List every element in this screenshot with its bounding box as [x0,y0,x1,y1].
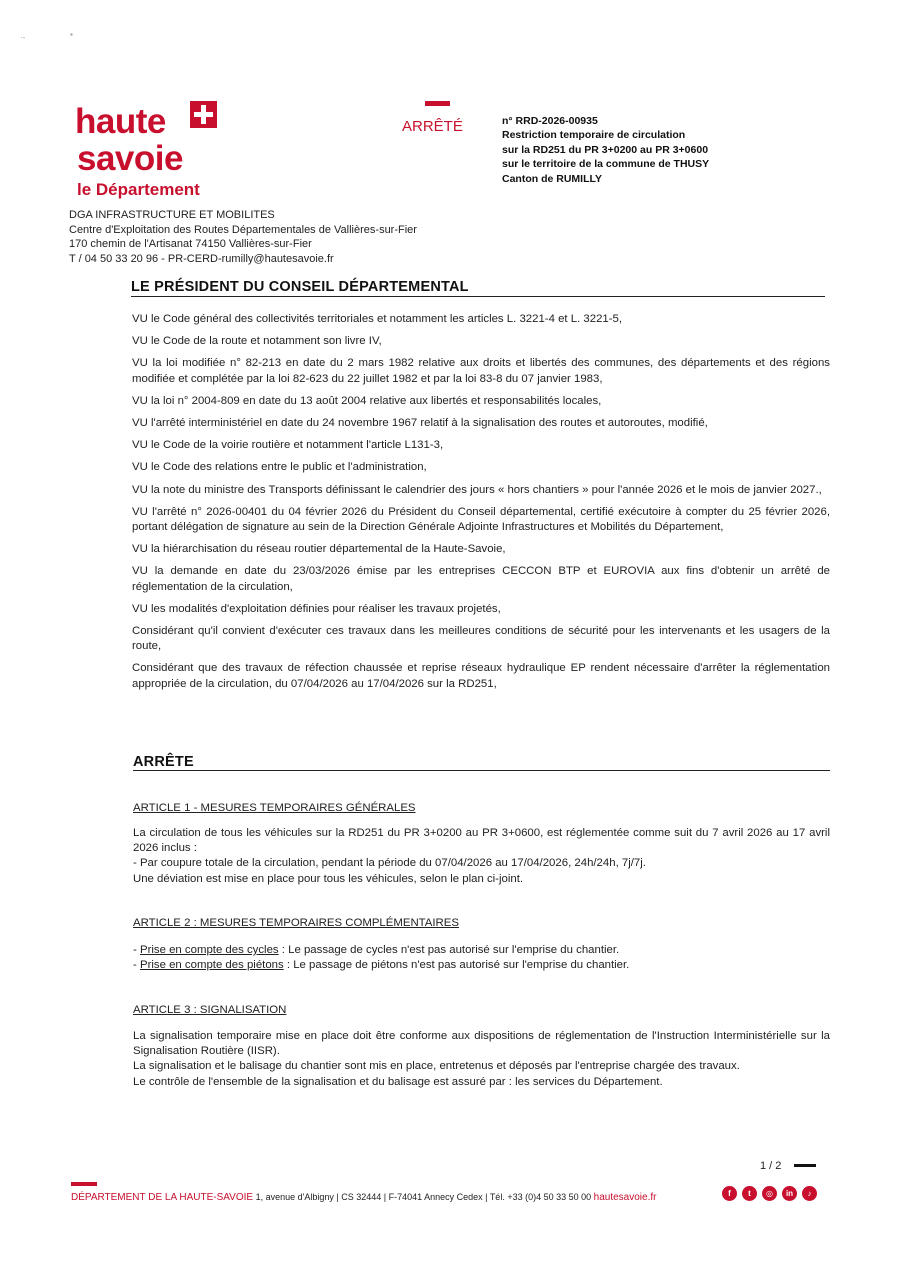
reference-line: Canton de RUMILLY [502,172,602,185]
service-line: Centre d'Exploitation des Routes Départementales de Vallières-sur-Fier [69,223,417,236]
footer-dept-name: DÉPARTEMENT DE LA HAUTE-SAVOIE [71,1192,254,1203]
arrete-accent-bar [425,101,450,106]
consideration-item: VU le Code de la route et notamment son livre IV, [132,335,382,348]
article-3-title: ARTICLE 3 : SIGNALISATION [133,1004,287,1016]
article-3-text: La signalisation temporaire mise en place doit être conforme aux dispositions de réglementation de l'Instruction Interministérielle sur la Signalisation Routière (IISR). [133,1030,830,1058]
reference-line: sur la RD251 du PR 3+0200 au PR 3+0600 [502,143,709,156]
facebook-icon[interactable]: f [722,1186,737,1201]
page-number: 1 / 2 [760,1160,782,1172]
consideration-item: VU le Code des relations entre le public et l'administration, [132,461,427,474]
tiktok-icon[interactable]: ♪ [802,1186,817,1201]
section-rule [133,770,830,771]
consideration-item: VU le Code général des collectivités territoriales et notamment les articles L. 3221-4 et L. 3221-5, [132,313,623,325]
service-line: 170 chemin de l'Artisanat 74150 Vallières-sur-Fier [69,238,312,251]
president-title: LE PRÉSIDENT DU CONSEIL DÉPARTEMENTAL [131,279,469,295]
consideration-item: Considérant que des travaux de réfection chaussée et reprise réseaux hydraulique EP rendent nécessaire d'arrêter la réglementation appropriée de la circulation, du 07/04/2026 au 17/04/2026 sur la RD251, [132,662,830,690]
page-accent-bar [794,1164,816,1167]
article-2-item [133,958,830,973]
arrete-section-title: ARRÊTE [133,754,194,770]
service-block [69,208,417,266]
consideration-item: VU la demande en date du 23/03/2026 émise par les entreprises CECCON BTP et EUROVIA aux fins d'obtenir un arrêté de réglementation de la circulation, [132,565,830,593]
pietons-label: Prise en compte des piétons [139,959,284,972]
footer-address-text: 1, avenue d'Albigny | CS 32444 | F-74041 Annecy Cedex | Tél. +33 (0)4 50 33 50 00 [253,1192,594,1202]
consideration-item: VU la note du ministre des Transports définissant le calendrier des jours « hors chantiers » pour l'année 2026 et le mois de janvier 2027., [132,483,822,496]
logo-haute: haute [75,102,166,141]
reference-block [502,114,709,186]
cycles-label: Prise en compte des cycles [139,944,279,956]
article-2-item [133,943,830,958]
footer-address [71,1192,656,1203]
scan-mark: ·‐ [20,33,26,42]
article-3-text: La signalisation et le balisage du chantier sont mis en place, entretenus et déposés par l'entreprise chargée des travaux. [133,1060,740,1073]
considerations-list [132,312,830,692]
arrete-label: ARRÊTÉ [402,118,463,135]
logo-departement: le Département [77,180,200,199]
consideration-item: VU l'arrêté n° 2026-00401 du 04 février 2026 du Président du Conseil départemental, certifié exécutoire à compter du 25 février 2026, portant délégation de signature au sein de la Direction Générale Adjointe Infrastructures et Mobilités du Département, [132,505,830,534]
list-dash: - [133,959,140,972]
twitter-icon[interactable]: t [742,1186,757,1201]
article-2-title: ARTICLE 2 : MESURES TEMPORAIRES COMPLÉMENTAIRES [133,917,459,929]
article-1-text: La circulation de tous les véhicules sur la RD251 du PR 3+0200 au PR 3+0600, est réglementée comme suit du 7 avril 2026 au 17 avril 2026 inclus : [133,827,830,855]
article-3-body [133,1029,830,1090]
footer-website-link[interactable]: hautesavoie.fr [593,1192,657,1203]
consideration-item: VU la loi n° 2004-809 en date du 13 août 2004 relative aux libertés et responsabilités locales, [132,394,602,407]
reference-line: n° RRD-2026-00935 [502,115,598,127]
scan-mark: ▪ [70,30,73,39]
reference-line: Restriction temporaire de circulation [502,129,686,142]
service-line: DGA INFRASTRUCTURE ET MOBILITES [69,209,275,221]
consideration-item: VU les modalités d'exploitation définies pour réaliser les travaux projetés, [132,602,501,615]
consideration-item: VU le Code de la voirie routière et notamment l'article L131-3, [132,439,444,452]
article-1-text: Une déviation est mise en place pour tous les véhicules, selon le plan ci-joint. [133,872,524,885]
article-2-body [133,943,830,973]
instagram-icon[interactable]: ◎ [762,1186,777,1201]
pietons-text: : Le passage de piétons n'est pas autorisé sur l'emprise du chantier. [283,959,630,972]
cycles-text: : Le passage de cycles n'est pas autorisé sur l'emprise du chantier. [278,944,620,956]
footer-accent-bar [71,1182,97,1186]
section-rule [131,296,825,297]
reference-line: sur le territoire de la commune de THUSY [502,158,710,171]
article-1-text: - Par coupure totale de la circulation, pendant la période du 07/04/2026 au 17/04/2026, 24h/24h, 7j/7j. [133,857,646,870]
consideration-item: VU l'arrêté interministériel en date du 24 novembre 1967 relatif à la signalisation des routes et autoroutes, modifié, [132,417,708,430]
savoie-cross-icon [190,101,217,128]
linkedin-icon[interactable]: in [782,1186,797,1201]
consideration-item: VU la hiérarchisation du réseau routier départemental de la Haute-Savoie, [132,543,506,556]
consideration-item: VU la loi modifiée n° 82-213 en date du 2 mars 1982 relative aux droits et libertés des communes, des départements et des régions modifiée et complétée par la loi 82-623 du 22 juillet 1982 et par la loi 83-8 du 07 janvier 1983, [132,357,830,385]
consideration-item: Considérant qu'il convient d'exécuter ces travaux dans les meilleures conditions de sécurité pour les intervenants et les usagers de la route, [132,625,830,653]
logo-savoie: savoie [77,139,183,178]
article-1-body [133,826,830,887]
article-1-title: ARTICLE 1 - MESURES TEMPORAIRES GÉNÉRALES [133,802,416,814]
list-dash: - [133,944,140,956]
service-line: T / 04 50 33 20 96 - PR-CERD-rumilly@hautesavoie.fr [69,252,334,265]
article-3-text: Le contrôle de l'ensemble de la signalisation et du balisage est assuré par : les services du Département. [133,1075,663,1088]
